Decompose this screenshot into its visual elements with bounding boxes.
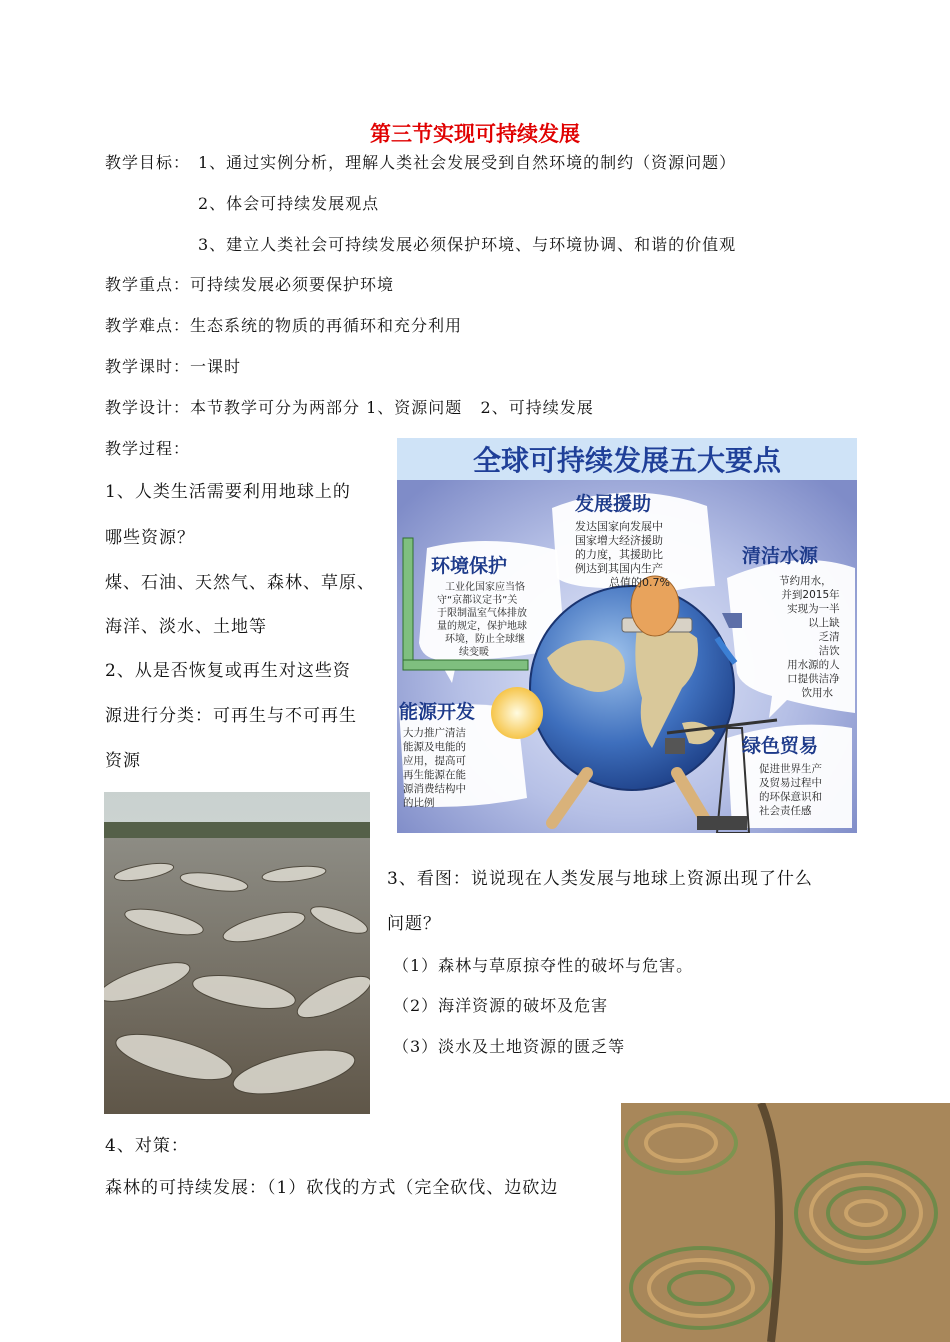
env-line-3: 于限制温室气体排放 <box>437 608 527 619</box>
poster-title: 全球可持续发展五大要点 <box>472 444 782 477</box>
energy-line-5: 源消费结构中 <box>403 783 466 795</box>
trade-line-4: 社会责任感 <box>759 805 812 817</box>
energy-title: 能源开发 <box>399 701 476 723</box>
dead-fish-photo <box>104 792 370 1114</box>
water-line-2: 并到2015年 <box>781 589 840 601</box>
aid-line-3: 的力度，其援助比 <box>575 548 663 561</box>
question-2-line-2: 源进行分类：可再生与不可再生 <box>105 706 357 726</box>
period: 教学课时：一课时 <box>105 357 242 376</box>
fish-photo-graphic <box>104 792 370 1114</box>
aid-line-1: 发达国家向发展中 <box>575 520 663 533</box>
energy-line-4: 再生能源在能 <box>403 769 466 781</box>
aid-title: 发展援助 <box>575 493 652 515</box>
trade-title: 绿色贸易 <box>742 735 819 757</box>
aid-line-2: 国家增大经济援助 <box>575 534 663 547</box>
question-3-line-1: 3、看图：说说现在人类发展与地球上资源出现了什么 <box>387 869 813 889</box>
water-line-7: 用水源的人 <box>787 659 840 671</box>
trade-line-2: 及贸易过程中 <box>759 777 822 789</box>
trade-line-1: 促进世界生产 <box>759 763 822 775</box>
water-line-5: 乏清 <box>818 631 840 643</box>
env-title: 环境保护 <box>431 555 508 577</box>
poster-graphic <box>397 438 857 833</box>
goal-1: 1、通过实例分析，理解人类社会发展受到自然环境的制约（资源问题） <box>198 153 737 172</box>
energy-line-3: 应用，提高可 <box>403 755 466 767</box>
env-line-2: 守“京都议定书”关 <box>437 595 518 606</box>
forest-strategy: 森林的可持续发展：（1）砍伐的方式（完全砍伐、边砍边 <box>105 1178 559 1198</box>
design: 教学设计：本节教学可分为两部分 1、资源问题 2、可持续发展 <box>105 398 594 417</box>
water-line-6: 洁饮 <box>818 645 840 657</box>
answer-1-line-2: 海洋、淡水、土地等 <box>105 617 267 637</box>
goal-2: 2、体会可持续发展观点 <box>198 194 380 213</box>
water-title: 清洁水源 <box>742 545 819 567</box>
question-4: 4、对策： <box>105 1136 189 1156</box>
problem-3: （3）淡水及土地资源的匮乏等 <box>393 1037 626 1056</box>
water-line-8: 口提供洁净 <box>787 673 840 685</box>
aid-line-5: 总值的0.7% <box>609 576 670 589</box>
question-2-line-1: 2、从是否恢复或再生对这些资 <box>105 661 351 681</box>
water-line-1: 节约用水， <box>779 575 832 587</box>
env-line-5: 环境，防止全球继 <box>445 634 525 645</box>
water-line-3: 实现为一半 <box>787 603 840 615</box>
problem-1: （1）森林与草原掠夺性的破坏与危害。 <box>393 956 694 975</box>
aid-line-4: 例达到其国内生产 <box>575 562 663 575</box>
trade-line-3: 的环保意识和 <box>759 791 822 803</box>
sustainability-poster <box>397 438 857 833</box>
env-line-4: 量的规定，保护地球 <box>437 621 527 632</box>
water-line-4: 以上缺 <box>808 617 840 629</box>
question-3-line-2: 问题？ <box>387 914 441 934</box>
energy-line-6: 的比例 <box>403 797 435 809</box>
key-point: 教学重点：可持续发展必须要保护环境 <box>105 275 395 294</box>
energy-line-2: 能源及电能的 <box>403 741 466 753</box>
question-2-line-3: 资源 <box>105 751 141 771</box>
problem-2: （2）海洋资源的破坏及危害 <box>393 996 609 1015</box>
terraced-land-photo <box>621 1103 950 1342</box>
goals-label: 教学目标： <box>105 153 191 172</box>
water-line-9: 饮用水 <box>801 687 833 699</box>
env-line-6: 续变暖 <box>459 647 489 658</box>
process-label: 教学过程： <box>105 439 191 458</box>
question-1-line-1: 1、人类生活需要利用地球上的 <box>105 482 351 502</box>
question-1-line-2: 哪些资源？ <box>105 528 195 548</box>
difficulty: 教学难点：生态系统的物质的再循环和充分利用 <box>105 316 463 335</box>
terrace-photo-graphic <box>621 1103 950 1342</box>
energy-line-1: 大力推广清洁 <box>403 727 466 739</box>
goal-3: 3、建立人类社会可持续发展必须保护环境、与环境协调、和谐的价值观 <box>198 235 737 254</box>
answer-1-line-1: 煤、石油、天然气、森林、草原、 <box>105 573 375 593</box>
env-line-1: 工业化国家应当恪 <box>445 582 525 593</box>
page-title: 第三节实现可持续发展 <box>370 122 580 146</box>
